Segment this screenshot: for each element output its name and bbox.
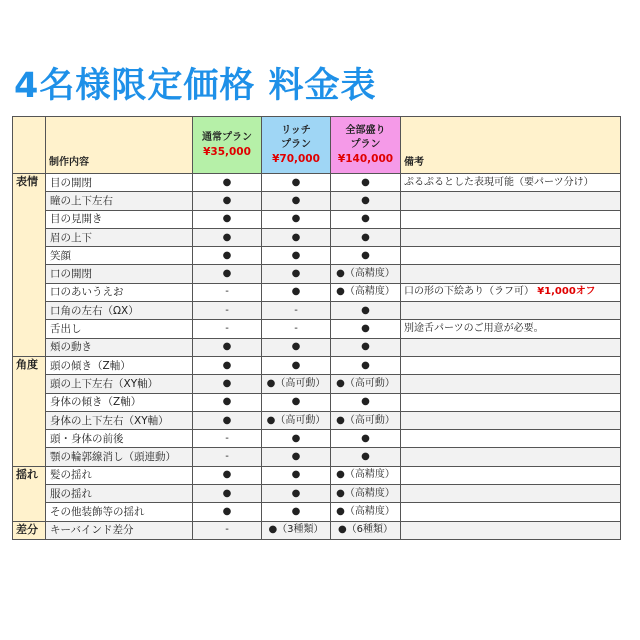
mark-cell-standard: ●: [193, 393, 262, 411]
item-cell: 頬の動き: [46, 338, 193, 356]
note-cell: [401, 393, 621, 411]
item-cell: 笑顔: [46, 247, 193, 265]
mark-cell-standard: -: [193, 320, 262, 338]
mark-cell-full: ●（高可動）: [331, 411, 401, 429]
mark-cell-full: ●: [331, 338, 401, 356]
mark-cell-standard: -: [193, 430, 262, 448]
mark-cell-rich: ●: [262, 192, 331, 210]
mark-cell-rich: ●: [262, 356, 331, 374]
mark-cell-standard: -: [193, 283, 262, 301]
category-cell: 差分: [13, 521, 46, 539]
table-row: [13, 521, 621, 539]
mark-cell-full: ●: [331, 192, 401, 210]
plan-full-name-line2: プラン: [350, 139, 381, 150]
mark-cell-standard: ●: [193, 375, 262, 393]
item-cell: 舌出し: [46, 320, 193, 338]
mark-cell-full: ●: [331, 247, 401, 265]
note-cell: [401, 503, 621, 521]
mark-cell-standard: ●: [193, 192, 262, 210]
item-cell: 目の開閉: [46, 174, 193, 192]
mark-cell-rich: ●: [262, 228, 331, 246]
mark-cell-rich: ●（高可動）: [262, 411, 331, 429]
table-row: [13, 375, 621, 393]
mark-cell-full: ●: [331, 228, 401, 246]
mark-cell-full: ●: [331, 210, 401, 228]
note-cell: [401, 338, 621, 356]
mark-cell-full: ●: [331, 448, 401, 466]
mark-cell-rich: ●: [262, 393, 331, 411]
mark-cell-full: ●: [331, 356, 401, 374]
table-row: [13, 430, 621, 448]
item-cell: 口のあいうえお: [46, 283, 193, 301]
item-cell: 頭の傾き（Z軸）: [46, 356, 193, 374]
mark-cell-full: ●: [331, 320, 401, 338]
note-cell: [401, 430, 621, 448]
mark-cell-full: ●（高精度）: [331, 466, 401, 484]
item-cell: 瞳の上下左右: [46, 192, 193, 210]
table-row: [13, 192, 621, 210]
mark-cell-standard: ●: [193, 503, 262, 521]
item-cell: 頭の上下左右（XY軸）: [46, 375, 193, 393]
table-row: [13, 265, 621, 283]
mark-cell-full: ●（6種類）: [331, 521, 401, 539]
price-table: [12, 116, 621, 540]
mark-cell-rich: ●: [262, 448, 331, 466]
note-cell: [401, 411, 621, 429]
mark-cell-rich: ●: [262, 210, 331, 228]
note-cell: [401, 521, 621, 539]
mark-cell-standard: ●: [193, 411, 262, 429]
mark-cell-standard: -: [193, 521, 262, 539]
note-text: 口の形の下絵あり（ラフ可）: [404, 286, 534, 298]
note-cell: [401, 228, 621, 246]
plan-rich-price: ¥70,000: [272, 153, 320, 165]
page-title: 4名様限定価格 料金表: [14, 66, 377, 106]
mark-cell-standard: -: [193, 302, 262, 320]
plan-full-name-line1: 全部盛り: [345, 125, 386, 136]
category-cell: 揺れ: [13, 466, 46, 521]
table-row: [13, 503, 621, 521]
header-item-label: 制作内容: [46, 117, 193, 174]
item-cell: 眉の上下: [46, 228, 193, 246]
mark-cell-full: ●（高精度）: [331, 283, 401, 301]
item-cell: 髪の揺れ: [46, 466, 193, 484]
mark-cell-standard: ●: [193, 338, 262, 356]
table-row: [13, 411, 621, 429]
table-row: [13, 448, 621, 466]
mark-cell-rich: ●: [262, 283, 331, 301]
item-cell: 身体の上下左右（XY軸）: [46, 411, 193, 429]
header-note-label: 備考: [401, 117, 621, 174]
mark-cell-standard: -: [193, 448, 262, 466]
table-row: [13, 247, 621, 265]
mark-cell-standard: ●: [193, 247, 262, 265]
mark-cell-full: ●（高精度）: [331, 265, 401, 283]
mark-cell-standard: ●: [193, 485, 262, 503]
mark-cell-full: ●: [331, 430, 401, 448]
mark-cell-rich: ●: [262, 503, 331, 521]
header-row: [13, 117, 621, 174]
note-cell: [401, 283, 621, 301]
plan-rich-header: [262, 117, 331, 174]
note-cell: [401, 247, 621, 265]
item-cell: 身体の傾き（Z軸）: [46, 393, 193, 411]
mark-cell-full: ●（高可動）: [331, 375, 401, 393]
mark-cell-rich: ●: [262, 247, 331, 265]
note-text: ぷるぷるとした表現可能（要パーツ分け）: [404, 176, 594, 188]
note-cell: [401, 375, 621, 393]
table-row: [13, 228, 621, 246]
mark-cell-standard: ●: [193, 356, 262, 374]
item-cell: その他装飾等の揺れ: [46, 503, 193, 521]
note-text: 別途舌パーツのご用意が必要。: [404, 323, 544, 335]
header-category-cell: [13, 117, 46, 174]
plan-rich-name-line2: プラン: [281, 139, 311, 150]
table-row: [13, 485, 621, 503]
item-cell: 目の見開き: [46, 210, 193, 228]
mark-cell-full: ●: [331, 302, 401, 320]
mark-cell-rich: ●: [262, 466, 331, 484]
plan-rich-name-line1: リッチ: [281, 125, 311, 136]
mark-cell-rich: ●: [262, 265, 331, 283]
mark-cell-standard: ●: [193, 228, 262, 246]
note-cell: [401, 265, 621, 283]
item-cell: 服の揺れ: [46, 485, 193, 503]
table-row: [13, 320, 621, 338]
table-row: [13, 283, 621, 301]
table-row: [13, 338, 621, 356]
table-row: [13, 174, 621, 192]
item-cell: 顎の輪郭線消し（頭連動）: [46, 448, 193, 466]
mark-cell-standard: ●: [193, 466, 262, 484]
category-cell: 表情: [13, 174, 46, 357]
mark-cell-rich: ●（3種類）: [262, 521, 331, 539]
item-cell: 口角の左右（ΩX）: [46, 302, 193, 320]
category-cell: 角度: [13, 356, 46, 466]
note-cell: [401, 485, 621, 503]
mark-cell-rich: ●: [262, 485, 331, 503]
note-cell: [401, 192, 621, 210]
mark-cell-full: ●（高精度）: [331, 503, 401, 521]
mark-cell-rich: -: [262, 320, 331, 338]
mark-cell-rich: -: [262, 302, 331, 320]
table-row: [13, 302, 621, 320]
mark-cell-rich: ●: [262, 430, 331, 448]
table-row: [13, 210, 621, 228]
mark-cell-full: ●: [331, 174, 401, 192]
mark-cell-rich: ●: [262, 338, 331, 356]
plan-standard-header: [193, 117, 262, 174]
mark-cell-full: ●（高精度）: [331, 485, 401, 503]
table-row: [13, 466, 621, 484]
item-cell: キーバインド差分: [46, 521, 193, 539]
mark-cell-full: ●: [331, 393, 401, 411]
note-cell: [401, 448, 621, 466]
item-cell: 頭・身体の前後: [46, 430, 193, 448]
mark-cell-standard: ●: [193, 265, 262, 283]
table-row: [13, 393, 621, 411]
table-row: [13, 356, 621, 374]
mark-cell-standard: ●: [193, 174, 262, 192]
note-cell: [401, 466, 621, 484]
mark-cell-rich: ●: [262, 174, 331, 192]
note-cell: [401, 210, 621, 228]
item-cell: 口の開閉: [46, 265, 193, 283]
note-cell: [401, 320, 621, 338]
plan-full-price: ¥140,000: [337, 153, 394, 165]
note-cell: [401, 174, 621, 192]
plan-full-header: [331, 117, 401, 174]
discount-text: ¥1,000オフ: [537, 286, 596, 298]
plan-standard-price: ¥35,000: [203, 146, 251, 158]
note-cell: [401, 302, 621, 320]
plan-standard-name: 通常プラン: [202, 132, 252, 143]
mark-cell-standard: ●: [193, 210, 262, 228]
mark-cell-rich: ●（高可動）: [262, 375, 331, 393]
note-cell: [401, 356, 621, 374]
